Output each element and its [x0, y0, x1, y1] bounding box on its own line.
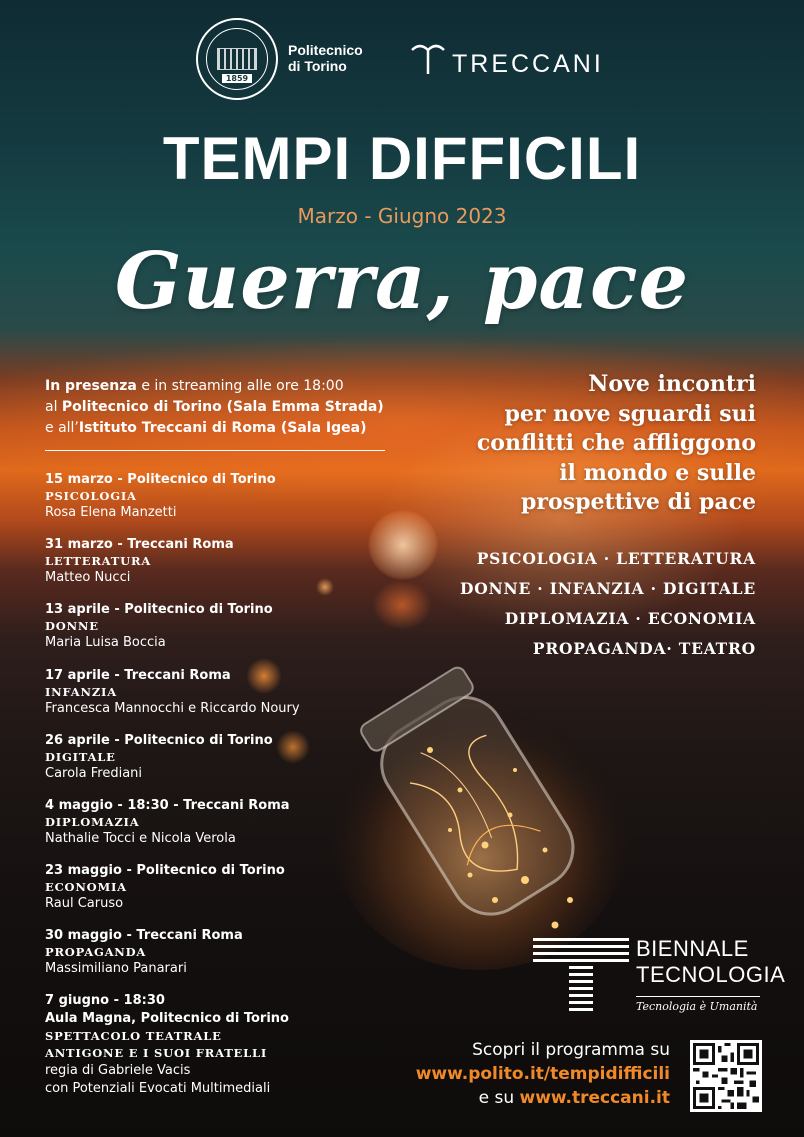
- event-item: 23 maggio - Politecnico di Torino ECONOMIA Raul Caruso: [45, 863, 285, 912]
- date-range: Marzo - Giugno 2023: [297, 204, 507, 228]
- intro-text: In presenza e in streaming alle ore 18:00 al Politecnico di Torino (Sala Emma Strada) e all’Istituto Treccani di Roma (Sala Igea): [45, 378, 384, 436]
- final-event: 7 giugno - 18:30 Aula Magna, Politecnico di Torino SPETTACOLO TEATRALE ANTIGONE E I SUOI FRATELLI regia di Gabriele Vacis con Potenziali Evocati Multimediali: [45, 993, 289, 1096]
- biennale-title: BIENNALE TECNOLOGIA: [636, 936, 786, 987]
- polito-name: Politecnico di Torino: [288, 42, 363, 74]
- polito-year: 1859: [222, 74, 252, 83]
- biennale-tecnologia-mark-icon: [533, 936, 629, 1016]
- treccani-url-link[interactable]: www.treccani.it: [519, 1088, 670, 1108]
- event-item: 4 maggio - 18:30 - Treccani Roma DIPLOMAZIA Nathalie Tocci e Nicola Verola: [45, 797, 290, 846]
- program-info: Scopri il programma su www.polito.it/tempidifficili e su www.treccani.it: [380, 1038, 670, 1110]
- qr-code-icon[interactable]: [690, 1040, 762, 1112]
- event-item: 15 marzo - Politecnico di Torino PSICOLOGIA Rosa Elena Manzetti: [45, 472, 276, 520]
- treccani-logo-text: TRECCANI: [452, 50, 604, 78]
- polito-url-link[interactable]: www.polito.it/tempidifficili: [415, 1064, 670, 1084]
- event-item: 13 aprile - Politecnico di Torino DONNE Maria Luisa Boccia: [45, 602, 273, 651]
- main-title: TEMPI DIFFICILI: [162, 125, 642, 192]
- event-item: 31 marzo - Treccani Roma LETTERATURA Matteo Nucci: [45, 537, 234, 586]
- tagline: Nove incontri per nove sguardi sui conflitti che affliggono il mondo e sulle prospettive di pace: [476, 371, 756, 515]
- polito-seal-logo: [196, 18, 278, 100]
- event-item: 17 aprile - Treccani Roma INFANZIA Francesca Mannocchi e Riccardo Noury: [45, 667, 300, 716]
- building-icon: [217, 48, 257, 70]
- event-list: [45, 472, 375, 994]
- divider: [45, 450, 385, 451]
- treccani-mark-icon: [410, 40, 446, 76]
- biennale-motto: Tecnologia è Umanità: [636, 996, 760, 1013]
- subtitle: Guerra, pace: [114, 236, 690, 327]
- event-item: 30 maggio - Treccani Roma PROPAGANDA Massimiliano Panarari: [45, 928, 243, 977]
- event-item: 26 aprile - Politecnico di Torino DIGITALE Carola Frediani: [45, 732, 273, 781]
- topic-list: PSICOLOGIA · LETTERATURA DONNE · INFANZIA · DIGITALE DIPLOMAZIA · ECONOMIA PROPAGANDA· TEATRO: [460, 549, 756, 658]
